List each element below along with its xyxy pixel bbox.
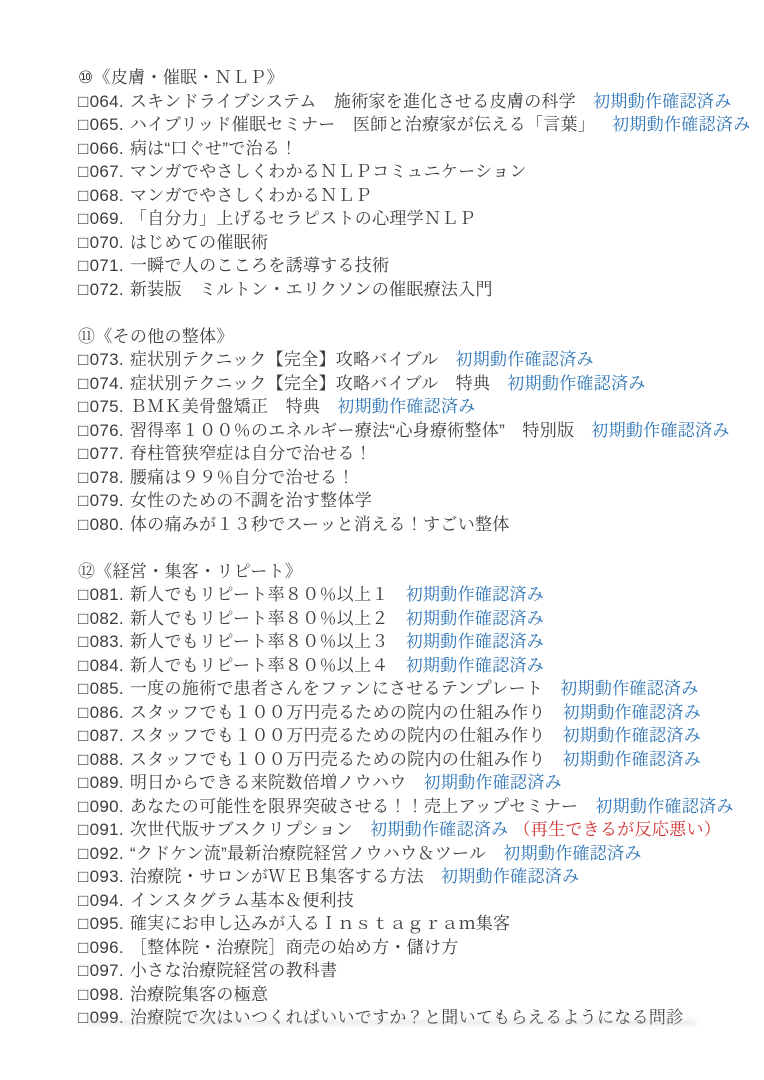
status-label: 初期動作確認済み [591, 420, 730, 440]
item-title: 確実にお申し込みが入るＩｎｓｔａｇｒａｍ集客 [129, 914, 511, 933]
checkbox-unchecked-icon: □ [78, 350, 89, 369]
list-item [78, 795, 744, 819]
list-item [78, 865, 744, 889]
checkbox-unchecked-icon: □ [78, 514, 89, 534]
item-number: 072. [89, 279, 124, 299]
section-title: 《皮膚・催眠・ＮＬＰ》 [93, 68, 284, 87]
item-title: ［整体院・治療院］商売の始め方・儲け方 [129, 937, 459, 957]
list-item [78, 724, 744, 748]
checkbox-unchecked-icon: □ [78, 702, 89, 722]
item-number: 091. [89, 820, 124, 839]
item-title: はじめての催眠術 [129, 232, 269, 252]
item-title: スタッフでも１００万円売るための院内の仕組み作り [129, 702, 546, 722]
list-item [78, 466, 744, 490]
item-title: スタッフでも１００万円売るための院内の仕組み作り [129, 749, 546, 769]
item-title: あなたの可能性を限界突破させる！！売上アップセミナー [129, 796, 579, 816]
list-item [78, 489, 744, 513]
item-title: ＢＭＫ美骨盤矯正 特典 [129, 397, 321, 416]
status-label: 初期動作確認済み [337, 397, 476, 416]
checkbox-unchecked-icon: □ [78, 608, 89, 628]
status-label: 初期動作確認済み [503, 843, 642, 863]
item-title: 一度の施術で患者さんをファンにさせるテンプレート [129, 679, 544, 698]
item-number: 064. [89, 91, 124, 111]
list-item [78, 184, 744, 208]
item-number: 068. [89, 185, 124, 205]
item-number: 086. [89, 702, 124, 722]
item-title: 新人でもリピート率８０％以上１ [129, 585, 389, 604]
item-title: 治療院集客の極意 [129, 984, 269, 1004]
checkbox-unchecked-icon: □ [78, 467, 89, 487]
item-title: 治療院で次はいつくればいいですか？と聞いてもらえるようになる問診 [129, 1008, 684, 1027]
checkbox-unchecked-icon: □ [78, 397, 89, 416]
checkbox-unchecked-icon: □ [78, 867, 89, 886]
item-title: 新人でもリピート率８０％以上４ [129, 655, 389, 675]
status-label: 初期動作確認済み [405, 608, 545, 628]
list-item [78, 771, 744, 795]
item-title: 一瞬で人のこころを誘導する技術 [129, 256, 390, 275]
item-number: 083. [89, 632, 124, 651]
checkbox-unchecked-icon: □ [78, 1008, 89, 1027]
checkbox-unchecked-icon: □ [78, 162, 89, 181]
checkbox-unchecked-icon: □ [78, 585, 89, 604]
status-label: 初期動作確認済み [370, 820, 509, 839]
checkbox-unchecked-icon: □ [78, 256, 89, 275]
status-label: 初期動作確認済み [405, 655, 545, 675]
item-title: 腰痛は９９％自分で治せる！ [129, 467, 355, 487]
list-item [78, 607, 744, 631]
checkbox-unchecked-icon: □ [78, 890, 89, 910]
status-label: 初期動作確認済み [423, 773, 562, 792]
item-number: 089. [89, 773, 124, 792]
item-number: 074. [89, 373, 124, 393]
item-number: 096. [89, 937, 124, 957]
list-item [78, 419, 744, 443]
list-item [78, 889, 744, 913]
checkbox-unchecked-icon: □ [78, 232, 89, 252]
item-number: 079. [89, 491, 124, 510]
item-number: 092. [89, 843, 124, 863]
item-title: 習得率１００％のエネルギー療法“心身療術整体” 特別版 [129, 420, 575, 440]
section [78, 325, 744, 537]
item-number: 077. [89, 444, 124, 463]
item-title: 新人でもリピート率８０％以上２ [129, 608, 389, 628]
item-title: スキンドライブシステム 施術家を進化させる皮膚の科学 [129, 91, 577, 111]
list-item [78, 983, 744, 1007]
list-item [78, 1006, 744, 1030]
item-title: 「自分力」上げるセラピストの心理学ＮＬＰ [129, 209, 476, 228]
list-item [78, 442, 744, 466]
status-label: 初期動作確認済み [405, 585, 545, 604]
checkbox-unchecked-icon: □ [78, 679, 89, 698]
list-item [78, 583, 744, 607]
item-title: 小さな治療院経営の教科書 [129, 961, 338, 980]
status-label: 初期動作確認済み [562, 702, 701, 722]
item-title: 新装版 ミルトン・エリクソンの催眠療法入門 [129, 279, 493, 299]
checkbox-unchecked-icon: □ [78, 984, 89, 1004]
item-number: 071. [89, 256, 124, 275]
item-title: 病は“口ぐせ”で治る！ [129, 138, 298, 158]
checkbox-unchecked-icon: □ [78, 138, 89, 158]
item-number: 081. [89, 585, 124, 604]
item-title: マンガでやさしくわかるＮＬＰ [129, 185, 373, 205]
section-number: ⑫ [78, 561, 96, 581]
list-item [78, 90, 744, 114]
checkbox-unchecked-icon: □ [78, 937, 89, 957]
item-title: 次世代版サブスクリプション [129, 820, 354, 839]
item-number: 082. [89, 608, 124, 628]
item-title: 症状別テクニック【完全】攻略バイブル [129, 350, 439, 369]
list-item [78, 818, 744, 842]
checkbox-unchecked-icon: □ [78, 91, 89, 111]
item-title: 明日からできる来院数倍増ノウハウ [129, 773, 407, 792]
item-number: 065. [89, 115, 124, 134]
item-number: 097. [89, 961, 124, 980]
list-item [78, 701, 744, 725]
checkbox-unchecked-icon: □ [78, 914, 89, 933]
item-number: 070. [89, 232, 124, 252]
item-number: 080. [89, 514, 124, 534]
item-title: スタッフでも１００万円売るための院内の仕組み作り [129, 726, 546, 745]
status-label: 初期動作確認済み [612, 115, 751, 134]
checkbox-unchecked-icon: □ [78, 961, 89, 980]
status-label: 初期動作確認済み [507, 373, 646, 393]
section-header [78, 325, 744, 349]
item-title: “クドケン流”最新治療院経営ノウハウ＆ツール [129, 843, 487, 863]
item-number: 090. [89, 796, 124, 816]
section [78, 66, 751, 301]
section [78, 560, 744, 1030]
item-title: 脊柱管狭窄症は自分で治せる！ [129, 444, 373, 463]
status-label: 初期動作確認済み [455, 350, 594, 369]
item-title: マンガでやさしくわかるＮＬＰコミュニケーション [129, 162, 527, 181]
item-number: 093. [89, 867, 124, 886]
item-number: 067. [89, 162, 124, 181]
status-label: 初期動作確認済み [560, 679, 699, 698]
item-number: 076. [89, 420, 124, 440]
status-label: 初期動作確認済み [562, 749, 701, 769]
list-item [78, 395, 744, 419]
checkbox-unchecked-icon: □ [78, 209, 89, 228]
checkbox-unchecked-icon: □ [78, 185, 89, 205]
item-number: 088. [89, 749, 124, 769]
checkbox-unchecked-icon: □ [78, 115, 89, 134]
checkbox-unchecked-icon: □ [78, 632, 89, 651]
list-item [78, 372, 744, 396]
scan-artifact-line [88, 1020, 696, 1025]
item-number: 087. [89, 726, 124, 745]
list-item [78, 278, 744, 302]
item-number: 094. [89, 890, 124, 910]
status-label: 初期動作確認済み [562, 726, 701, 745]
list-item [78, 959, 744, 983]
status-label: 初期動作確認済み [595, 796, 734, 816]
item-title: インスタグラム基本＆便利技 [129, 890, 355, 910]
item-number: 073. [89, 350, 124, 369]
item-number: 069. [89, 209, 124, 228]
checkbox-unchecked-icon: □ [78, 749, 89, 769]
section-title: 《その他の整体》 [95, 326, 234, 346]
item-number: 098. [89, 984, 124, 1004]
list-item [78, 842, 744, 866]
list-item [78, 160, 744, 184]
item-title: 新人でもリピート率８０％以上３ [129, 632, 389, 651]
list-item [78, 348, 744, 372]
list-item [78, 254, 744, 278]
item-title: 治療院・サロンがＷＥＢ集客する方法 [129, 867, 424, 886]
checkbox-unchecked-icon: □ [78, 726, 89, 745]
item-number: 095. [89, 914, 124, 933]
item-number: 085. [89, 679, 124, 698]
note-label: （再生できるが反応悪い） [513, 820, 722, 839]
item-number: 075. [89, 397, 124, 416]
checkbox-unchecked-icon: □ [78, 491, 89, 510]
section-number: ⑩ [78, 68, 94, 87]
checkbox-unchecked-icon: □ [78, 373, 89, 393]
checkbox-unchecked-icon: □ [78, 796, 89, 816]
list-item [78, 912, 744, 936]
checkbox-unchecked-icon: □ [78, 843, 89, 863]
checkbox-unchecked-icon: □ [78, 773, 89, 792]
item-title: 女性のための不調を治す整体学 [129, 491, 373, 510]
item-title: 体の痛みが１３秒でスーッと消える！すごい整体 [129, 514, 510, 534]
list-item [78, 630, 744, 654]
item-number: 066. [89, 138, 124, 158]
status-label: 初期動作確認済み [593, 91, 732, 111]
checkbox-unchecked-icon: □ [78, 655, 89, 675]
list-item [78, 748, 744, 772]
list-item [78, 207, 744, 231]
item-number: 078. [89, 467, 124, 487]
list-item [78, 231, 744, 255]
item-number: 099. [89, 1008, 124, 1027]
list-item [78, 513, 744, 537]
section-header [78, 560, 744, 584]
status-label: 初期動作確認済み [405, 632, 545, 651]
item-number: 084. [89, 655, 124, 675]
item-title: 症状別テクニック【完全】攻略バイブル 特典 [129, 373, 491, 393]
list-item [78, 137, 744, 161]
list-item [78, 936, 744, 960]
list-item [78, 113, 751, 137]
section-title: 《経営・集客・リピート》 [95, 561, 303, 581]
checkbox-unchecked-icon: □ [78, 444, 89, 463]
section-header [78, 66, 744, 90]
list-item [78, 677, 744, 701]
item-title: ハイブリッド催眠セミナー 医師と治療家が伝える「言葉」 [129, 115, 596, 134]
checkbox-unchecked-icon: □ [78, 820, 89, 839]
checkbox-unchecked-icon: □ [78, 420, 89, 440]
list-item [78, 654, 744, 678]
status-label: 初期動作確認済み [440, 867, 580, 886]
section-number: ⑪ [78, 326, 96, 346]
checkbox-unchecked-icon: □ [78, 279, 89, 299]
